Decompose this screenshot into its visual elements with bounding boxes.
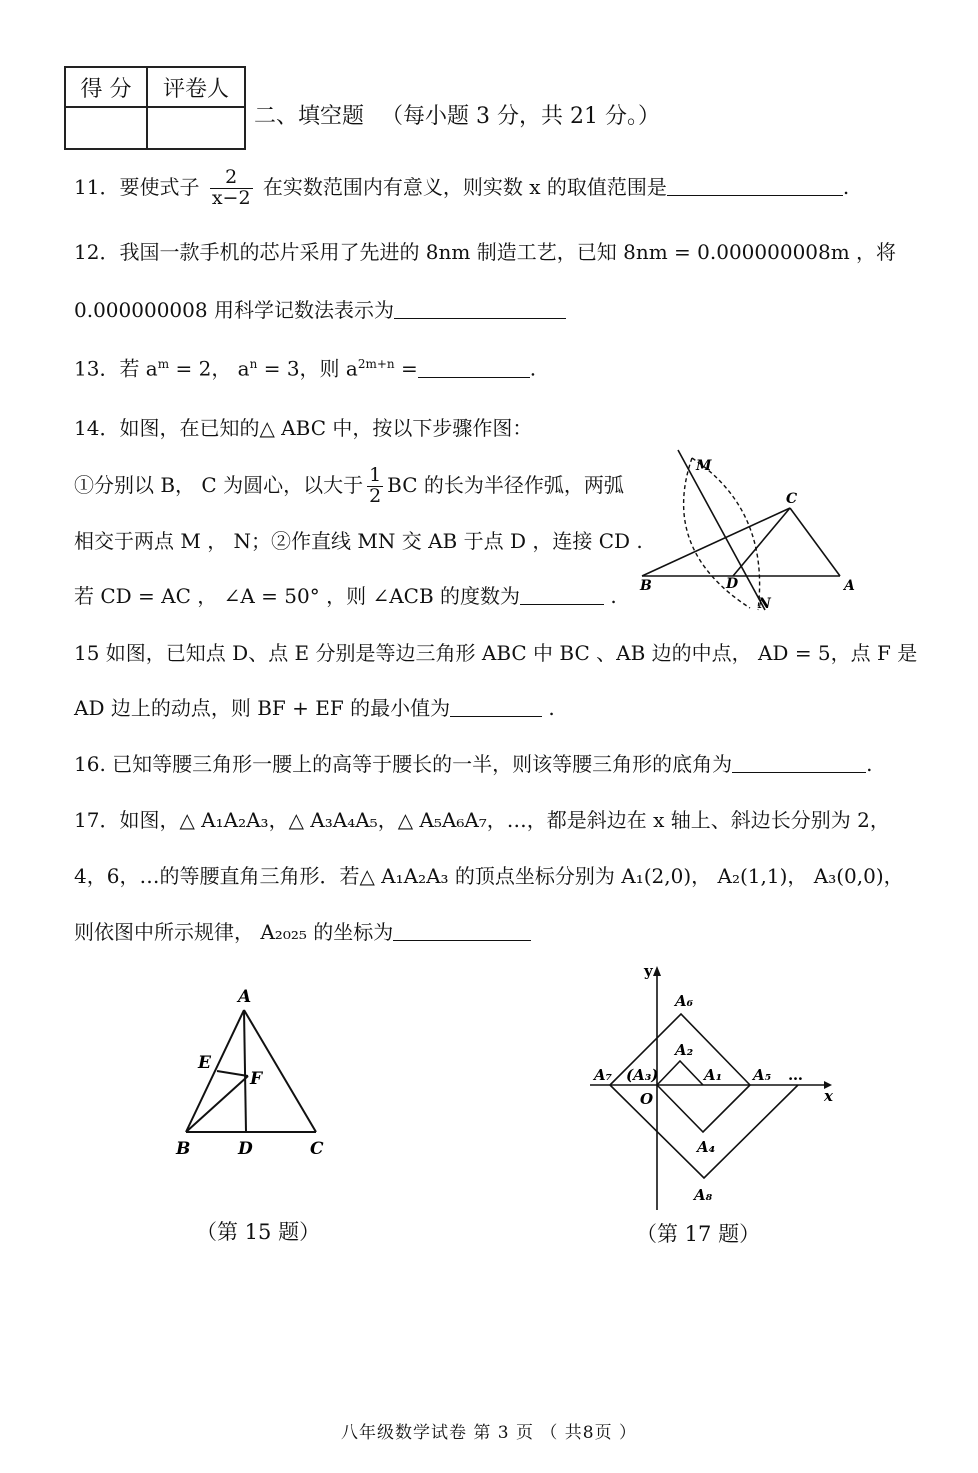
fig15-label-b: B	[176, 1139, 191, 1159]
q14-frac-num: 1	[369, 464, 382, 486]
fig17-label-x: x	[824, 1087, 833, 1105]
question-11: 11．要使式子 $\frac{2}{x-2}$ 在实数范围内有意义，则实数 x 的取值范围是 .	[74, 166, 850, 209]
q13-exp-n: n	[249, 357, 258, 371]
fig14-label-b: B	[640, 578, 652, 594]
fig17-label-a3: (A₃)	[626, 1066, 659, 1084]
question-14-line4: 若 CD = AC ， ∠A = 50° ，则 ∠ACB 的度数为 .	[74, 584, 617, 608]
fig17-label-a5: A₅	[753, 1066, 772, 1084]
q14-line2-post: BC 的长为半径作弧，两弧	[387, 472, 624, 497]
fig15-label-f: F	[250, 1069, 263, 1089]
question-12-line2	[74, 300, 566, 320]
score-cell[interactable]	[65, 107, 147, 149]
q14-fraction	[367, 466, 383, 507]
q14-line1: 14．如图，在已知的△ ABC 中，按以下步骤作图：	[74, 416, 533, 440]
fig14-label-c: C	[786, 491, 798, 507]
q17-line1: 17．如图，△ A₁A₂A₃，△ A₃A₄A₅，△ A₅A₆A₇，…，都是斜边在 x 轴上、斜边长分别为 2，	[74, 808, 890, 832]
q17-line2: 4，6，…的等腰直角三角形．若△ A₁A₂A₃ 的顶点坐标分别为 A₁(2,0)， A₂(1,1)， A₃(0,0)，	[74, 864, 904, 888]
q13-answer-blank[interactable]	[418, 359, 530, 378]
fig17-triangle-a1a2a3	[657, 1061, 703, 1085]
fig17-label-a4: A₄	[697, 1138, 716, 1156]
q11-frac-den: x−2	[211, 186, 251, 209]
q12-line2: 0.000000008 用科学记数法表示为	[74, 298, 394, 322]
fig15-segment-ef	[217, 1071, 248, 1076]
fig15-segment-bf	[186, 1076, 248, 1132]
fig17-caption: （第 17 题）	[636, 1222, 761, 1246]
q11-number: 11．	[74, 174, 120, 199]
q13-exp-m: m	[157, 357, 170, 371]
fig17-label-y: y	[644, 962, 653, 980]
q12-answer-blank[interactable]	[394, 300, 566, 319]
q11-suffix: 在实数范围内有意义，则实数 x 的取值范围是	[262, 174, 667, 199]
q11-fraction	[210, 168, 253, 209]
section-heading	[254, 99, 660, 130]
fig15-segment-ab	[186, 1010, 244, 1132]
fig14-arc-from-c	[684, 458, 750, 608]
q14-line2-pre: ①分别以 B， C 为圆心，以大于	[74, 472, 364, 497]
question-13: 13．若 $a^m = 2$， $a^n = 3$，则 $a^{2m+n}$ = .	[74, 356, 537, 381]
q16-text: 16. 已知等腰三角形一腰上的高等于腰长的一半，则该等腰三角形的底角为	[74, 752, 733, 776]
fig15-caption: （第 15 题）	[196, 1220, 321, 1244]
question-16: 16. 已知等腰三角形一腰上的高等于腰长的一半，则该等腰三角形的底角为 .	[74, 752, 873, 776]
q17-answer-blank[interactable]	[393, 922, 531, 941]
fig17-label-a7: A₇	[594, 1066, 613, 1084]
q11-answer-blank[interactable]	[667, 177, 843, 196]
fig15-label-d: D	[238, 1139, 253, 1159]
question-14-line2	[74, 466, 624, 507]
q13-exp-2mn: 2m+n	[357, 357, 395, 371]
q11-prefix: 要使式子	[119, 174, 200, 199]
fig14-label-a: A	[844, 578, 855, 594]
fig17-label-a6: A₆	[675, 992, 694, 1010]
page-footer: 八年级数学试卷 第 3 页 （ 共8页 ）	[340, 1423, 638, 1443]
section-title: 二、填空题	[254, 104, 365, 129]
fig15-label-c: C	[310, 1139, 324, 1159]
q16-answer-blank[interactable]	[732, 754, 866, 773]
fig17-label-a1: A₁	[704, 1066, 723, 1084]
q13-text-pre: 13．若 a	[74, 356, 158, 381]
q14-answer-blank[interactable]	[520, 586, 604, 605]
q15-line2: AD 边上的动点，则 BF + EF 的最小值为	[74, 696, 451, 720]
fig15-label-e: E	[198, 1053, 211, 1073]
grader-label: 评卷人	[147, 67, 245, 107]
grader-cell[interactable]	[147, 107, 245, 149]
fig17-label-a8: A₈	[694, 1186, 713, 1204]
q11-frac-num: 2	[210, 168, 253, 189]
figure-14	[630, 440, 880, 620]
fig14-segment-ca	[790, 508, 840, 576]
section-note: （每小题 3 分，共 21 分。）	[381, 104, 660, 129]
figure-17	[580, 960, 850, 1220]
q12-line1: 12．我国一款手机的芯片采用了先进的 8nm 制造工艺，已知 8nm = 0.000000008m ，将	[74, 240, 897, 264]
question-17-line3	[74, 922, 531, 942]
fig14-segment-bc	[642, 508, 790, 576]
score-table	[64, 66, 246, 150]
q14-line3: 相交于两点 M ， N；②作直线 MN 交 AB 于点 D ，连接 CD .	[74, 529, 643, 553]
score-label: 得 分	[65, 67, 147, 107]
fig17-triangle-a3a4a5	[657, 1085, 750, 1132]
fig15-label-a: A	[238, 987, 252, 1007]
fig17-label-o: O	[640, 1090, 654, 1108]
fig14-label-d: D	[726, 576, 739, 592]
fig14-label-m: M	[696, 458, 712, 474]
q13-eq1: = 2， a	[169, 356, 250, 381]
q14-frac-den: 2	[369, 484, 382, 507]
q13-eq3: =	[394, 356, 418, 381]
fig14-label-n: N	[758, 596, 771, 612]
q17-line3: 则依图中所示规律， A₂₀₂₅ 的坐标为	[74, 920, 394, 944]
fig15-segment-ad	[244, 1010, 246, 1132]
q15-line1: 15 如图，已知点 D、点 E 分别是等边三角形 ABC 中 BC 、AB 边的中点， AD = 5，点 F 是	[74, 641, 918, 665]
q15-answer-blank[interactable]	[450, 698, 542, 717]
question-15-line2: AD 边上的动点，则 BF + EF 的最小值为 .	[74, 696, 555, 720]
fig17-y-arrow	[653, 966, 661, 976]
q14-line4: 若 CD = AC ， ∠A = 50° ，则 ∠ACB 的度数为	[74, 584, 521, 608]
fig17-label-a2: A₂	[675, 1041, 694, 1059]
q13-eq2: = 3，则 a	[257, 356, 358, 381]
figure-15	[170, 982, 340, 1162]
fig17-label-dots: …	[788, 1066, 803, 1084]
